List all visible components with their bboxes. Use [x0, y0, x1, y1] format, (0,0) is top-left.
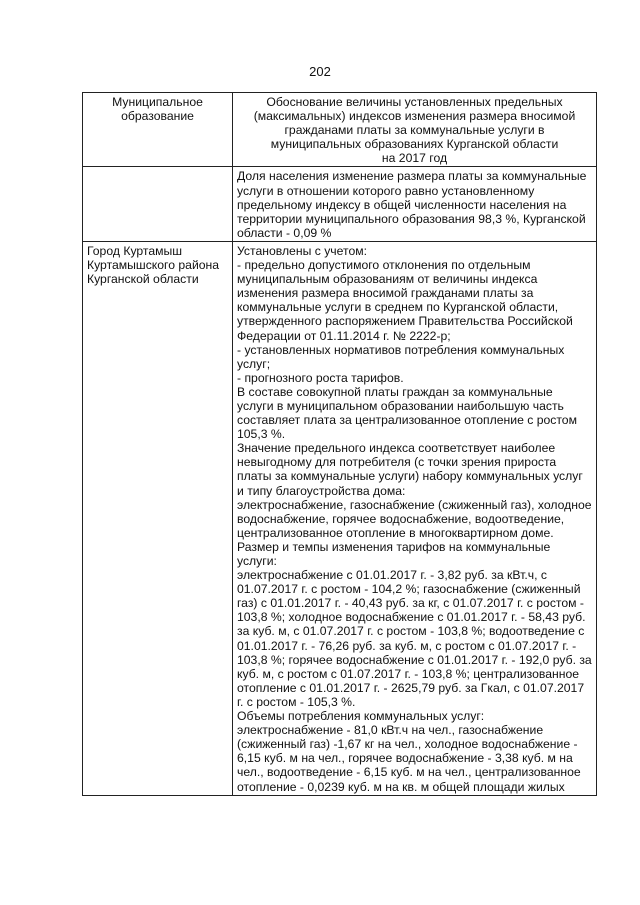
page-number: 202	[309, 64, 331, 79]
justification-paragraph: Объемы потребления коммунальных услуг:	[237, 709, 485, 724]
table-header-row	[83, 93, 597, 167]
table-row	[83, 241, 597, 795]
justification-paragraph: электроснабжение, газоснабжение (сжиженный газ), холодное водоснабжение, горячее водоснабжение, водоотведение, централизованное отопление в многоквартирном доме.	[237, 497, 592, 540]
document-table	[82, 92, 597, 796]
justification-paragraph: - предельно допустимого отклонения по отдельным муниципальным образованиям от величины индекса изменения размера вносимой гражданами платы за коммунальные услуги в среднем по Курганской области, утвержденного распоряжением Правительства Российской Федерации от 01.11.2014 г. № 2222-р;	[237, 258, 573, 343]
header-line: на 2017 год	[381, 151, 448, 166]
header-line: гражданами платы за коммунальные услуги в	[284, 123, 545, 138]
justification-paragraph: - прогнозного роста тарифов.	[237, 370, 404, 385]
justification-paragraph: Значение предельного индекса соответствует наиболее невыгодному для потребителя (с точки зрения прироста платы за коммунальные услуги) набору коммунальных услуг и типу благоустройства дома:	[237, 441, 583, 498]
row1-municipality	[83, 167, 233, 241]
table-row	[83, 167, 597, 241]
justification-paragraph: электроснабжение с 01.01.2017 г. - 3,82 руб. за кВт.ч, с 01.07.2017 г. с ростом - 104,2 %; газоснабжение (сжиженный газ) с 01.01.2017 г. - 40,43 руб. за кг, с 01.07.2017 г. с ростом - 103,8 %; холодное водоснабжение с 01.01.2017 г. - 58,43 руб. за куб. м, с 01.07.2017 г. с ростом - 103,8 %; водоотведение с 01.01.2017 г. - 76,26 руб. за куб. м, с ростом с 01.07.2017 г. - 103,8 %; горячее водоснабжение с 01.01.2017 г. - 192,0 руб. за куб. м, с ростом с 01.07.2017 г. - 103,8 %; централизованное отопление с 01.01.2017 г. - 2625,79 руб. за Гкал, с 01.07.2017 г. с ростом - 105,3 %.	[237, 568, 592, 709]
justification-paragraph: - установленных нормативов потребления коммунальных услуг;	[237, 342, 565, 371]
header-municipality: Муниципальное образование	[83, 93, 233, 167]
header-line: муниципальных образованиях Курганской области	[270, 137, 559, 152]
justification-paragraph: Размер и темпы изменения тарифов на коммунальные услуги:	[237, 539, 551, 568]
justification-paragraph: электроснабжение - 81,0 кВт.ч на чел., газоснабжение (сжиженный газ) -1,67 кг на чел., холодное водоснабжение - 6,15 куб. м на чел., горячее водоснабжение - 3,38 куб. м на чел., водоотведение - 6,15 куб. м на чел., централизованное отопление - 0,0239 куб. м на кв. м общей площади жилых	[237, 723, 581, 794]
justification-paragraph: Установлены с учетом:	[237, 243, 367, 258]
header-line: (максимальных) индексов изменения размера вносимой	[253, 109, 576, 124]
header-line: Обоснование величины установленных предельных	[266, 95, 563, 109]
justification-paragraph: В составе совокупной платы граждан за коммунальные услуги в муниципальном образовании наибольшую часть составляет плата за централизованное отопление с ростом 105,3 %.	[237, 384, 577, 442]
row2-justification	[233, 241, 597, 795]
header-justification	[233, 93, 597, 167]
row2-municipality: Город Куртамыш Куртамышского района Курганской области	[83, 241, 233, 795]
row1-population-share: Доля населения изменение размера платы за коммунальные услуги в отношении которого равно установленному предельному индексу в общей численности населения на территории муниципального образования 98,3 %, Курганской области - 0,09 %	[233, 167, 597, 241]
